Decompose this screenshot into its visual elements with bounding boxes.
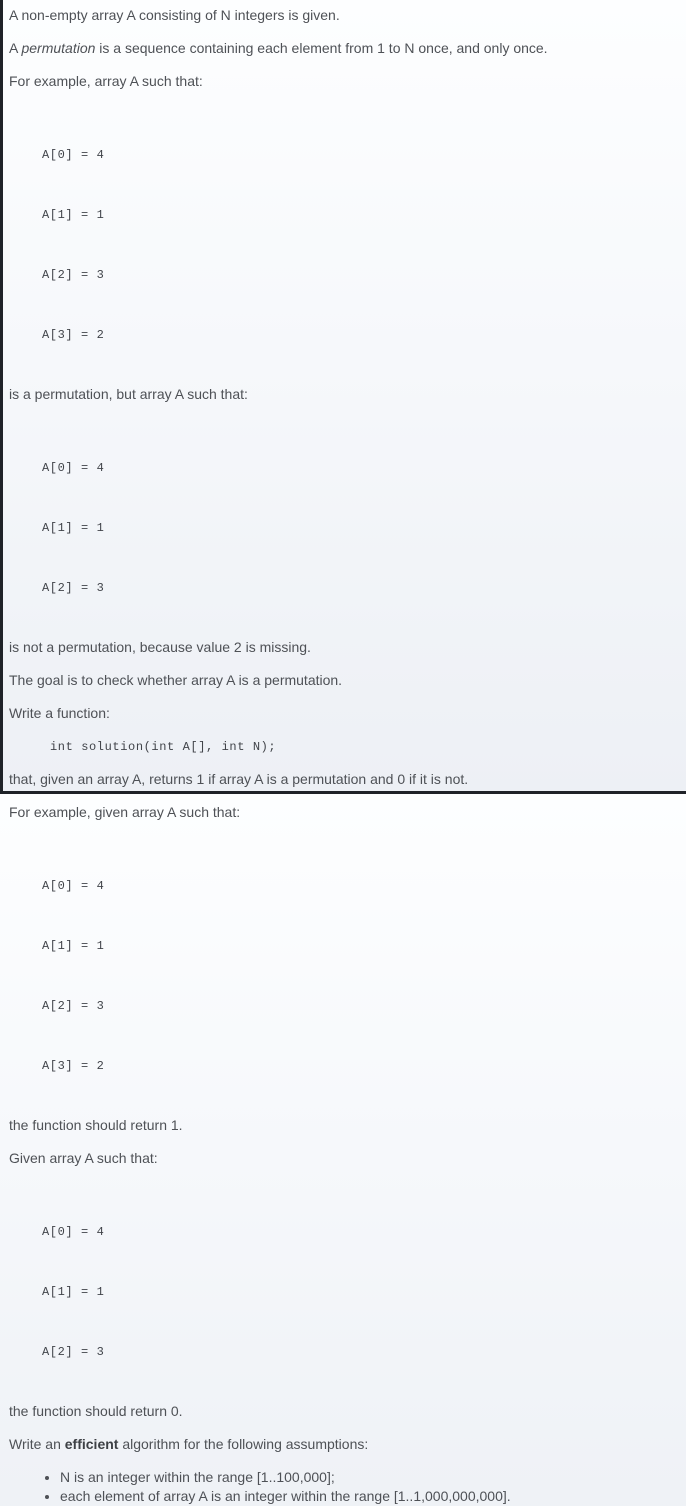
- paragraph-example-intro: For example, array A such that:: [9, 73, 203, 89]
- text-run: is a sequence containing each element from 1 to N once, and only once.: [95, 40, 548, 56]
- permutation-italic-term: permutation: [21, 40, 96, 56]
- assumption-item-element-range: • each element of array A is an integer within the range [1..1,000,000,000].: [60, 1487, 686, 1506]
- text-run: algorithm for the following assumptions:: [118, 1436, 369, 1452]
- code-line: A[0] = 4: [42, 461, 105, 475]
- code-line: A[0] = 4: [42, 148, 105, 162]
- code-line: A[2] = 3: [42, 999, 105, 1013]
- code-line: A[1] = 1: [42, 939, 105, 953]
- paragraph-write-function: Write a function:: [9, 705, 110, 721]
- paragraph-example-given: For example, given array A such that:: [9, 804, 241, 820]
- paragraph-returns-description: that, given an array A, returns 1 if array A is a permutation and 0 if it is not.: [9, 771, 469, 787]
- paragraph-should-return-0: the function should return 0.: [9, 1403, 183, 1419]
- paragraph-goal: The goal is to check whether array A is a permutation.: [9, 672, 343, 688]
- efficient-bold-term: efficient: [64, 1436, 119, 1452]
- paragraph-should-return-1: the function should return 1.: [9, 1117, 183, 1133]
- paragraph-permutation-definition: [9, 39, 686, 58]
- assumptions-list: [9, 1468, 686, 1506]
- code-block-example-1: [42, 105, 686, 385]
- paragraph-is-permutation: is a permutation, but array A such that:: [9, 386, 248, 402]
- assumption-item-n-range: • N is an integer within the range [1..100,000];: [60, 1468, 686, 1487]
- paragraph-is-not-permutation: is not a permutation, because value 2 is missing.: [9, 639, 311, 655]
- paragraph-intro: A non-empty array A consisting of N integers is given.: [9, 7, 340, 23]
- code-line: A[1] = 1: [42, 521, 105, 535]
- code-line: A[0] = 4: [42, 1225, 105, 1239]
- code-line: A[3] = 2: [42, 328, 105, 342]
- code-block-example-3: [42, 836, 686, 1116]
- paragraph-given-array: Given array A such that:: [9, 1150, 158, 1166]
- code-line: A[1] = 1: [42, 208, 105, 222]
- code-block-example-2: [42, 418, 686, 638]
- code-line: A[1] = 1: [42, 1285, 105, 1299]
- code-block-example-4: [42, 1182, 686, 1402]
- panel-left-border: [0, 0, 3, 794]
- code-line: A[2] = 3: [42, 268, 105, 282]
- code-function-signature: int solution(int A[], int N);: [50, 740, 277, 754]
- paragraph-efficient-algorithm: [9, 1435, 686, 1454]
- code-line: A[0] = 4: [42, 879, 105, 893]
- text-run: A: [9, 40, 22, 56]
- code-line: A[2] = 3: [42, 581, 105, 595]
- code-line: A[3] = 2: [42, 1059, 105, 1073]
- text-run: Write an: [9, 1436, 65, 1452]
- code-line: A[2] = 3: [42, 1345, 105, 1359]
